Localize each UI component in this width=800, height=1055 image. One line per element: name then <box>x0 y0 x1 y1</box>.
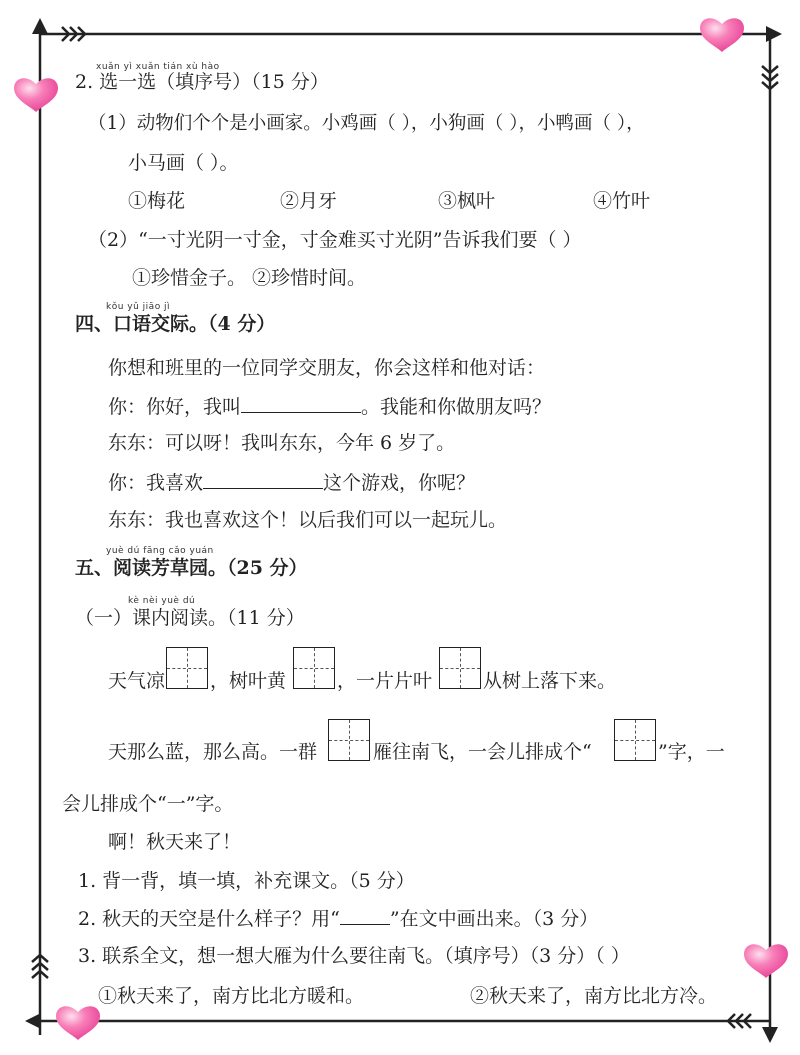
dialog-text: 。我能和你做朋友吗？ <box>361 396 552 418</box>
sec4-intro: 你想和班里的一位同学交朋友，你会这样和他对话： <box>108 357 546 379</box>
question-text: 2. 秋天的天空是什么样子？用“ <box>78 908 340 930</box>
heart-icon <box>14 78 58 112</box>
arrow-left-icon <box>25 1013 41 1029</box>
reading-para4: 啊！秋天来了！ <box>108 831 242 853</box>
reading-para1-a: 天气凉 <box>108 670 166 692</box>
arrow-down-icon <box>762 1027 778 1043</box>
underline-sample <box>340 906 390 925</box>
arrow-right-icon <box>766 26 782 42</box>
reading-para2-b: 雁往南飞，一会儿排成个“ <box>373 741 592 763</box>
game-blank-field[interactable] <box>203 470 323 489</box>
sec5-sub-pinyin: kè nèi yuè dú <box>128 596 196 606</box>
reading-para1-c: ，一片片叶 <box>337 670 433 692</box>
reading-para2-a: 天那么蓝，那么高。一群 <box>108 741 318 763</box>
sec4-title-pinyin: kǒu yǔ jiāo jì <box>106 302 171 312</box>
sec4-dialog-line1 <box>108 394 551 419</box>
sec5-title-pinyin: yuè dú fāng cǎo yuán <box>106 546 214 556</box>
reading-para2-c: ”字，一 <box>658 741 725 763</box>
reading-q3: 3. 联系全文，想一想大雁为什么要往南飞。（填序号）（3 分）（ ） <box>78 945 630 967</box>
sec4-dialog-line3 <box>108 470 475 495</box>
tianzige-box[interactable] <box>328 719 370 761</box>
sec5-title: 五、阅读芳草园。（25 分） <box>75 557 308 579</box>
question-text: ”在文中画出来。（3 分） <box>389 908 599 930</box>
arrow-up-icon <box>32 18 48 34</box>
q2-option-2: ②月牙 <box>280 190 338 212</box>
tianzige-box[interactable] <box>439 647 481 689</box>
heart-icon <box>744 944 788 978</box>
q2-part1-line1: （1）动物们个个是小画家。小鸡画（ ），小狗画（ ），小鸭画（ ）， <box>88 113 645 134</box>
sec4-dialog-line4: 东东：我也喜欢这个！以后我们可以一起玩儿。 <box>108 509 508 531</box>
reading-q3-option1: ①秋天来了，南方比北方暖和。 <box>98 985 365 1007</box>
q2-title-pinyin: xuǎn yì xuǎn tián xù hào <box>96 62 220 72</box>
tianzige-box[interactable] <box>614 719 656 761</box>
sec5-sub-title: （一）课内阅读。（11 分） <box>75 607 305 629</box>
reading-q3-option2: ②秋天来了，南方比北方冷。 <box>470 985 718 1007</box>
q2-title: 2. 选一选（填序号）（15 分） <box>75 71 329 93</box>
heart-icon <box>56 1006 100 1040</box>
q2-option-1: ①梅花 <box>128 190 186 212</box>
dialog-text: 你：我喜欢 <box>108 472 204 494</box>
dialog-text: 这个游戏，你呢？ <box>323 472 476 494</box>
sec4-title: 四、口语交际。（4 分） <box>75 313 276 335</box>
q2-option-4: ④竹叶 <box>593 190 651 212</box>
tianzige-box[interactable] <box>293 647 335 689</box>
heart-icon <box>700 18 744 52</box>
reading-para1-b: ，树叶黄 <box>210 670 287 692</box>
q2-option-3: ③枫叶 <box>438 190 496 212</box>
q2-part1-line2: 小马画（ ）。 <box>128 152 239 174</box>
q2-part2-line1: （2）“一寸光阴一寸金，寸金难买寸光阴”告诉我们要（ ） <box>88 229 582 251</box>
sec4-dialog-line2: 东东：可以呀！我叫东东，今年 6 岁了。 <box>108 432 456 454</box>
name-blank-field[interactable] <box>241 394 361 413</box>
reading-para3: 会儿排成个“一”字。 <box>62 793 234 815</box>
reading-q2 <box>78 906 598 931</box>
dialog-text: 你：你好，我叫 <box>108 396 242 418</box>
reading-q1: 1. 背一背，填一填，补充课文。（5 分） <box>78 870 415 892</box>
reading-para1-d: 从树上落下来。 <box>483 670 617 692</box>
q2-part2-options: ①珍惜金子。 ②珍惜时间。 <box>132 267 367 289</box>
tianzige-box[interactable] <box>166 647 208 689</box>
